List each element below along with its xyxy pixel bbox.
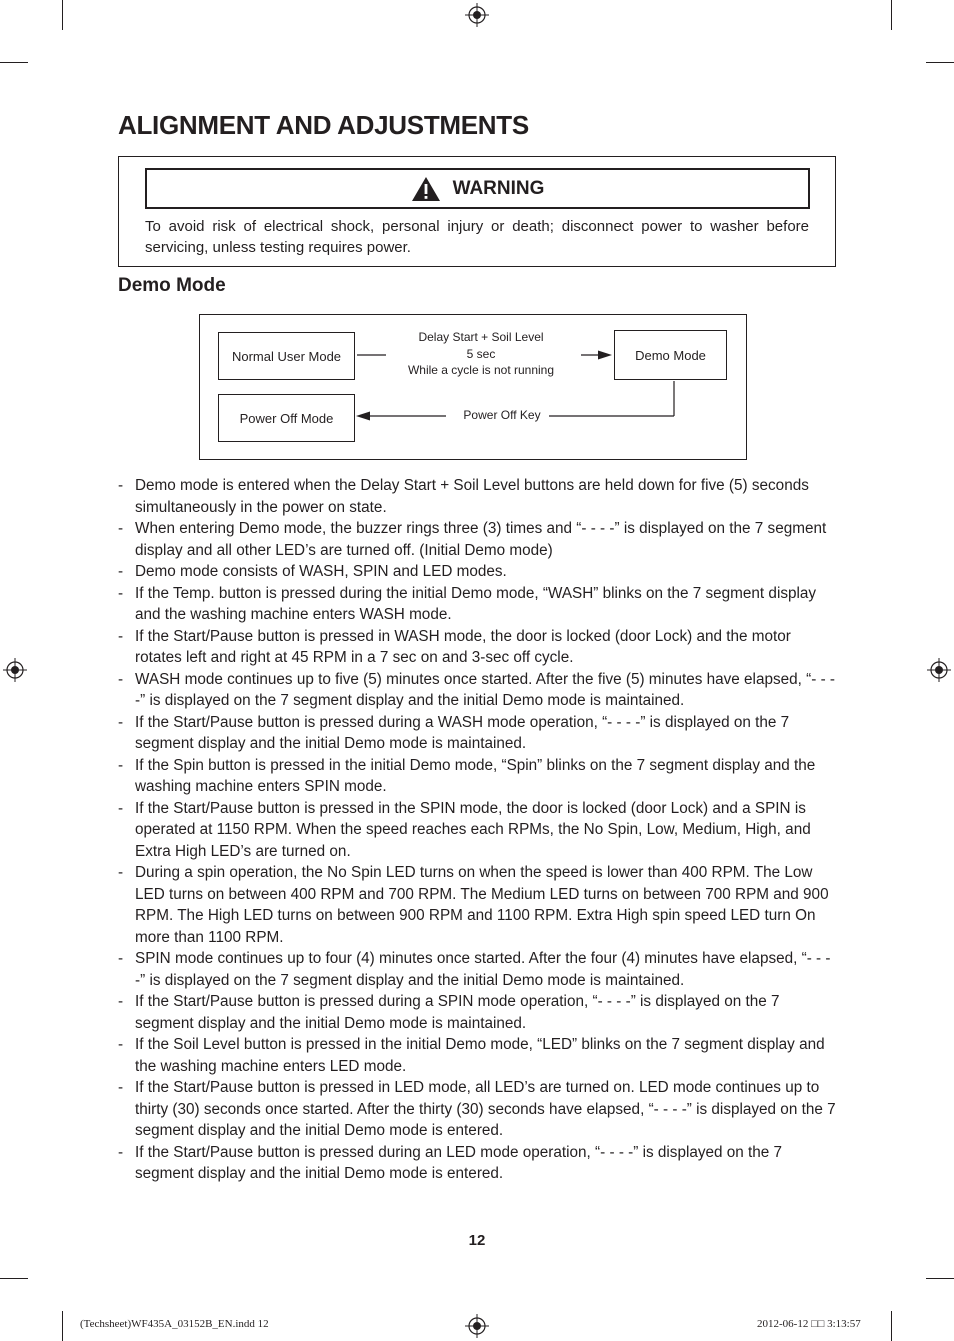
demo-mode-diagram — [199, 314, 747, 460]
arrow-head-icon — [598, 351, 612, 360]
list-item — [118, 518, 838, 561]
list-item — [118, 948, 838, 991]
bullet-marker: - — [118, 1143, 124, 1161]
list-item-text: If the Spin button is pressed in the initial Demo mode, “Spin” blinks on the 7 segment display and the washing machine enters SPIN mode. — [135, 756, 816, 795]
list-item-text: If the Start/Pause button is pressed during an LED mode operation, “- - - -” is displayed on the 7 segment display and the initial Demo mode is entered. — [135, 1143, 783, 1182]
list-item — [118, 991, 838, 1034]
bullet-marker: - — [118, 799, 124, 817]
bullet-marker: - — [118, 1079, 124, 1096]
list-item-text: During a spin operation, the No Spin LED turns on when the speed is lower than 400 RPM. The Low LED turns on between 400 RPM and 700 RPM. The Medium LED turns on between 700 RPM and 900 RPM. The High LED turns on between 900 RPM and 1100 RPM. Extra High spin speed LED turn On more than 1100 RPM. — [135, 864, 829, 946]
list-item — [118, 583, 838, 626]
registration-mark-icon — [465, 3, 489, 27]
demo-mode-label: Demo Mode — [635, 347, 706, 363]
bullet-marker: - — [118, 670, 124, 688]
registration-mark-icon — [465, 1314, 489, 1338]
bullet-marker: - — [118, 584, 124, 602]
demo-mode-bullet-list — [118, 475, 838, 1185]
power-off-key-label: Power Off Key — [463, 408, 541, 422]
warning-triangle-icon — [411, 176, 441, 202]
bullet-marker: - — [118, 563, 124, 580]
crop-mark — [0, 62, 28, 63]
bullet-marker: - — [118, 520, 124, 537]
arrow-head-icon — [356, 412, 370, 421]
list-item — [118, 712, 838, 755]
list-item-text: If the Start/Pause button is pressed during a WASH mode operation, “- - - -” is displayed on the 7 segment display and the initial Demo mode is maintained. — [135, 713, 790, 752]
list-item-text: If the Start/Pause button is pressed during a SPIN mode operation, “- - - -” is displayed on the 7 segment display and the initial Demo mode is maintained. — [135, 993, 780, 1032]
list-item — [118, 1034, 838, 1077]
slug-filename: (Techsheet)WF435A_03152B_EN.indd 12 — [80, 1318, 269, 1330]
bullet-marker: - — [118, 713, 124, 731]
diagram-arrows — [200, 315, 746, 459]
power-off-mode-label: Power Off Mode — [239, 410, 334, 426]
crop-mark — [891, 1311, 892, 1341]
crop-mark — [926, 1278, 954, 1279]
list-item — [118, 669, 838, 712]
crop-mark — [62, 0, 63, 30]
list-item-text: If the Temp. button is pressed during the initial Demo mode, “WASH” blinks on the 7 segment display and the washing machine enters WASH mode. — [135, 584, 817, 623]
list-item-text: Demo mode consists of WASH, SPIN and LED modes. — [135, 563, 507, 580]
page-title: ALIGNMENT AND ADJUSTMENTS — [118, 110, 529, 140]
list-item-text: WASH mode continues up to five (5) minutes once started. After the five (5) minutes have elapsed, “- - - -” is displayed on the 7 segment display and the initial Demo mode is maintained. — [135, 670, 836, 709]
list-item-text: If the Start/Pause button is pressed in WASH mode, the door is locked (door Lock) and the motor rotates left and right at 45 RPM in a 7 sec on and 3-sec off cycle. — [135, 627, 791, 666]
bullet-marker: - — [118, 993, 124, 1010]
transition-label-line: Delay Start + Soil Level — [418, 330, 544, 344]
bullet-marker: - — [118, 950, 124, 967]
bullet-marker: - — [118, 864, 124, 881]
transition-label-line: While a cycle is not running — [407, 363, 555, 377]
transition-label-line: 5 sec — [466, 346, 496, 361]
warning-label: WARNING — [452, 177, 545, 199]
list-item — [118, 561, 838, 583]
crop-mark — [891, 0, 892, 30]
list-item — [118, 798, 838, 863]
warning-header — [145, 168, 810, 209]
crop-mark — [62, 1311, 63, 1341]
crop-mark — [926, 62, 954, 63]
bullet-marker: - — [118, 756, 124, 774]
crop-mark — [0, 1278, 28, 1279]
list-item-text: If the Start/Pause button is pressed in LED mode, all LED’s are turned on. LED mode continues up to thirty (30) seconds once started. After the thirty (30) seconds have elapsed, “- - - -” is displayed on the 7 segment display and the initial Demo mode is entered. — [135, 1079, 836, 1139]
list-item-text: If the Soil Level button is pressed in the initial Demo mode, “LED” blinks on the 7 segment display and the washing machine enters LED mode. — [135, 1036, 825, 1075]
list-item — [118, 862, 838, 948]
list-item-text: When entering Demo mode, the buzzer rings three (3) times and “- - - -” is displayed on the 7 segment display and all other LED’s are turned off. (Initial Demo mode) — [135, 520, 827, 559]
registration-mark-icon — [3, 658, 27, 682]
list-item — [118, 755, 838, 798]
list-item-text: If the Start/Pause button is pressed in the SPIN mode, the door is locked (door Lock) and a SPIN is operated at 1150 RPM. When the speed reaches each RPMs, the No Spin, Low, Medium, High, and Extra High LED’s are turned on. — [135, 799, 811, 860]
registration-mark-icon — [927, 658, 951, 682]
list-item-text: SPIN mode continues up to four (4) minutes once started. After the four (4) minutes have elapsed, “- - - -” is displayed on the 7 segment display and the initial Demo mode is maintained. — [135, 950, 831, 989]
list-item — [118, 1142, 838, 1185]
list-item-text: Demo mode is entered when the Delay Start + Soil Level buttons are held down for five (5) seconds simultaneously in the power on state. — [135, 477, 809, 516]
list-item — [118, 626, 838, 669]
slug-timestamp: 2012-06-12 □□ 3:13:57 — [757, 1318, 861, 1330]
warning-text: To avoid risk of electrical shock, personal injury or death; disconnect power to washer before servicing, unless testing requires power. — [145, 218, 809, 256]
bullet-marker: - — [118, 1036, 124, 1053]
list-item — [118, 475, 838, 518]
bullet-marker: - — [118, 627, 124, 645]
list-item — [118, 1077, 838, 1142]
section-title: Demo Mode — [118, 275, 226, 296]
page-number: 12 — [468, 1232, 486, 1249]
normal-user-mode-label: Normal User Mode — [231, 348, 342, 364]
bullet-marker: - — [118, 477, 124, 494]
